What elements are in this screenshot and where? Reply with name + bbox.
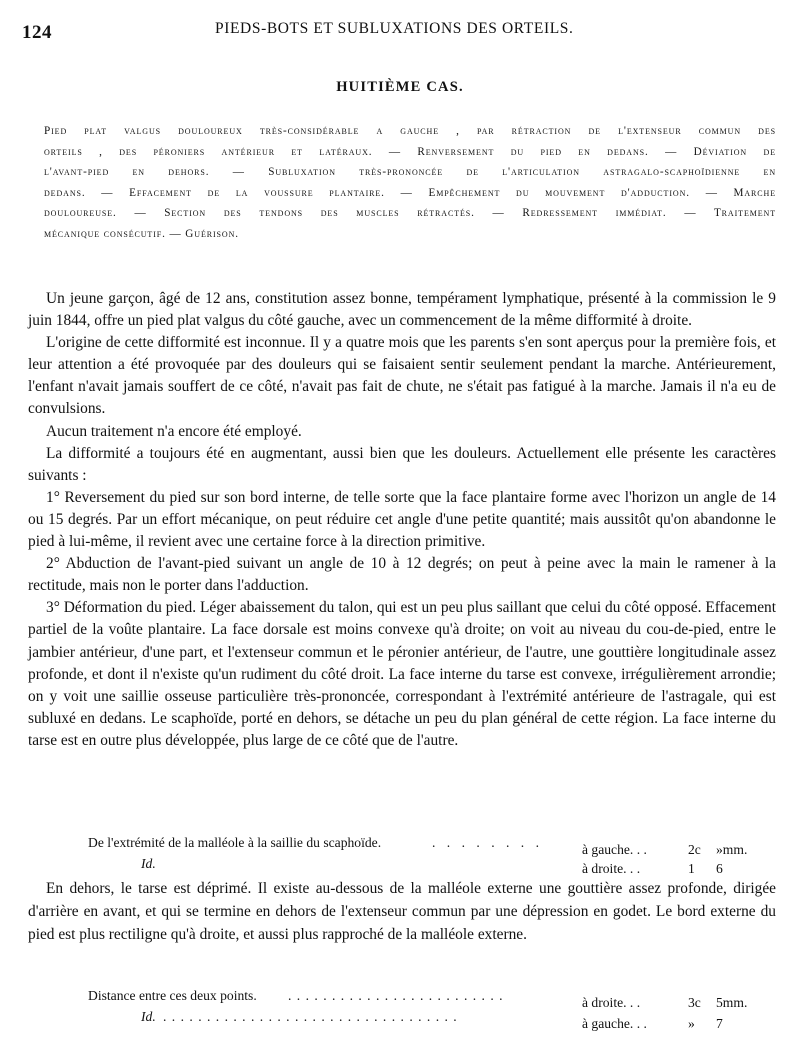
case-title: HUITIÈME CAS. [336, 79, 464, 95]
measurement-side: à gauche. . . [582, 842, 647, 857]
summary-line: Pied plat valgus douloureux très-considérable a gauche , par rétraction de l'extenseur commun des [44, 125, 776, 137]
measurement-label: Id. [141, 856, 156, 871]
paragraph: 2° Abduction de l'avant-pied suivant un angle de 10 à 12 degrés; on peut à peine avec la main le ramener à la rectitude, mais non le porter dans l'adduction. [28, 555, 776, 595]
measurement-cm: » [688, 1016, 695, 1031]
measurement-side: à gauche. . . [582, 1016, 647, 1031]
leader-dots: . . . . . . . . [432, 835, 543, 850]
measurement-mm: 6 [716, 861, 723, 876]
summary-line: orteils , des péroniers antérieur et latéraux. — Renversement du pied en dedans. — Déviation de [44, 145, 776, 158]
paragraph: La difformité a toujours été en augmentant, aussi bien que les douleurs. Actuellement elle présente les caractères suivants : [28, 444, 776, 484]
case-summary [44, 121, 776, 245]
paragraph: Un jeune garçon, âgé de 12 ans, constitution assez bonne, tempérament lymphatique, présenté à la commission le 9 juin 1844, offre un pied plat valgus du côté gauche, avec un commencement de la même difformité à droite. [28, 290, 776, 330]
paragraph: 1° Reversement du pied sur son bord interne, de telle sorte que la face plantaire forme avec l'horizon un angle de 14 ou 15 degrés. Par un effort mécanique, on peut réduire cet angle d'une petite quantité; mais aussitôt qu'on abandonne le pied à lui-même, il revient avec une certaine force à la direction primitive. [28, 488, 776, 551]
measurement-label: De l'extrémité de la malléole à la saillie du scaphoïde. [88, 835, 382, 850]
measurement-mm: 5mm. [716, 995, 748, 1010]
summary-line: dedans. — Effacement de la voussure plantaire. — Empêchement du mouvement d'adduction. — Marche [44, 186, 776, 199]
measurement-cm: 1 [688, 861, 695, 876]
measurement-row [0, 1009, 800, 1029]
leader-dots: . . . . . . . . . . . . . . . . . . . . . . . . . . . . . . . . . . [163, 1009, 458, 1024]
measurement-side: à droite. . . [582, 861, 641, 876]
paragraph: Aucun traitement n'a encore été employé. [46, 422, 302, 440]
paragraph: L'origine de cette difformité est inconnue. Il y a quatre mois que les parents s'en sont aperçus pour la première fois, et leur attention a été provoquée par des douleurs qui se faisaient sentir seulement pendant la marche. Antérieurement, l'enfant n'avait jamais souffert de ce côté, n'avait pas fait de chute, ne s'était pas fatigué à la marche. Jamais il n'a eu de convulsions. [28, 334, 776, 418]
body-text [28, 288, 776, 752]
measurement-row [0, 988, 800, 1008]
measurement-mm: 7 [716, 1016, 723, 1031]
measurement-row [0, 835, 800, 855]
summary-line: douloureuse. — Section des tendons des muscles rétractés. — Redressement immédiat. — Traitement [44, 207, 776, 220]
measurement-cm: 3c [688, 995, 701, 1010]
paragraph: En dehors, le tarse est déprimé. Il existe au-dessous de la malléole externe une gouttière assez profonde, dirigée d'arrière en avant, et qui se termine en dehors de l'extenseur commun par une dépression en godet. Le bord externe du pied est plus rectiligne qu'à droite, et aussi plus rapproché de la malléole externe. [28, 880, 776, 943]
leader-dots: . . . . . . . . . . . . . . . . . . . . . . . . . [288, 988, 504, 1003]
body-text-2 [28, 877, 776, 946]
measurement-mm: »mm. [716, 842, 748, 857]
page-number: 124 [22, 22, 52, 43]
paragraph: 3° Déformation du pied. Léger abaissement du talon, qui est un peu plus saillant que celui du côté opposé. Effacement partiel de la voûte plantaire. La face dorsale est moins convexe qu'à droite; on voit au niveau du cou-de-pied, entre le jambier antérieur, d'une part, et l'extenseur commun et le péronier antérieur, de l'autre, une gouttière longitudinale assez profonde, et dont il n'existe qu'un rudiment du côté droit. La face interne du tarse est convexe, irrégulièrement arrondie; on y voit une saillie osseuse particulière très-prononcée, correspondant à l'extrémité antérieure de l'astragale, qui est subluxé en dedans. Le scaphoïde, porté en dehors, se détache un peu du plan général de cette région. La face interne du tarse est en outre plus développée, plus large de ce côté que de l'autre. [28, 599, 776, 749]
measurement-side: à droite. . . [582, 995, 641, 1010]
measurement-label: Id. [141, 1009, 156, 1024]
measurement-label: Distance entre ces deux points. [88, 988, 257, 1003]
summary-line: mécanique consécutif. — Guérison. [44, 227, 239, 240]
running-title: PIEDS-BOTS ET SUBLUXATIONS DES ORTEILS. [215, 20, 574, 37]
measurement-cm: 2c [688, 842, 701, 857]
measurement-row [0, 856, 800, 876]
summary-line: l'avant-pied en dehors. — Subluxation très-prononcée de l'articulation astragalo-scaphoïdienne en [44, 166, 776, 179]
